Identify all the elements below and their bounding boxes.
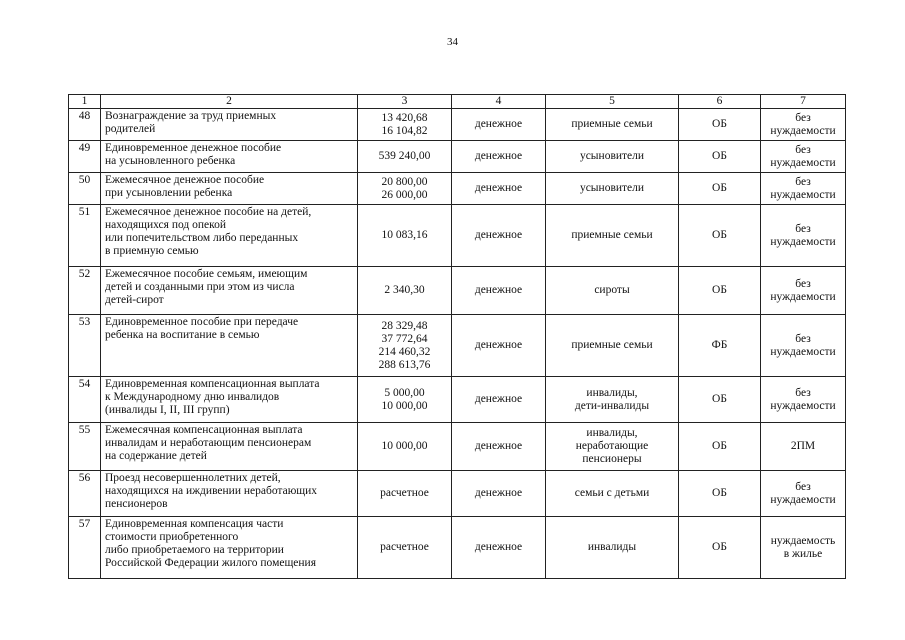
row-number: 53 <box>69 315 101 377</box>
recipient-line: приемные семьи <box>571 339 653 351</box>
row-number: 56 <box>69 471 101 517</box>
need-criterion <box>761 173 846 205</box>
criterion-line: нуждаемости <box>770 156 836 169</box>
benefit-type: денежное <box>452 471 546 517</box>
table-body <box>69 95 846 579</box>
row-number: 48 <box>69 109 101 141</box>
benefit-name <box>101 205 358 267</box>
row-number: 52 <box>69 267 101 315</box>
criterion-line: в жилье <box>783 547 823 560</box>
benefit-name <box>101 423 358 471</box>
row-number: 50 <box>69 173 101 205</box>
row-number: 55 <box>69 423 101 471</box>
recipient-line: сироты <box>594 284 630 296</box>
budget-source: ОБ <box>679 471 761 517</box>
recipient-category <box>546 423 679 471</box>
criterion-line: без <box>795 480 811 493</box>
recipient-category <box>546 471 679 517</box>
benefit-name-line: ребенка на воспитание в семью <box>105 329 260 341</box>
benefit-amount <box>358 109 452 141</box>
benefit-amount <box>358 141 452 173</box>
row-number: 54 <box>69 377 101 423</box>
amount-line: 16 104,82 <box>381 124 428 137</box>
table-row <box>69 267 846 315</box>
amount-line: 20 800,00 <box>381 175 428 188</box>
recipient-line: приемные семьи <box>571 118 653 130</box>
benefit-name <box>101 471 358 517</box>
amount-line: 28 329,48 <box>381 319 428 332</box>
criterion-line: нуждаемости <box>770 399 836 412</box>
budget-source: ОБ <box>679 377 761 423</box>
benefit-name <box>101 173 358 205</box>
need-criterion <box>761 315 846 377</box>
benefit-name <box>101 377 358 423</box>
amount-line: 214 460,32 <box>378 345 431 358</box>
row-number: 49 <box>69 141 101 173</box>
table-row <box>69 377 846 423</box>
criterion-line: без <box>795 332 811 345</box>
budget-source: ОБ <box>679 141 761 173</box>
need-criterion <box>761 471 846 517</box>
benefit-type: денежное <box>452 173 546 205</box>
need-criterion <box>761 377 846 423</box>
amount-line: расчетное <box>380 487 429 499</box>
recipient-category <box>546 267 679 315</box>
benefit-amount <box>358 377 452 423</box>
budget-source: ОБ <box>679 173 761 205</box>
recipient-line: семьи с детьми <box>574 487 650 499</box>
benefit-name-line: Ежемесячное пособие семьям, имеющим <box>105 268 308 280</box>
amount-line: 288 613,76 <box>378 358 431 371</box>
column-header: 3 <box>358 95 452 109</box>
row-number: 51 <box>69 205 101 267</box>
criterion-line: нуждаемости <box>770 290 836 303</box>
recipient-line: пенсионеры <box>582 453 642 465</box>
amount-line: 539 240,00 <box>378 150 431 162</box>
benefit-name-line: детей и созданными при этом из числа <box>105 281 295 293</box>
benefit-name-line: пенсионеров <box>105 498 168 510</box>
benefit-type: денежное <box>452 315 546 377</box>
recipient-line: неработающие <box>575 440 649 452</box>
benefit-amount <box>358 517 452 579</box>
recipient-category <box>546 109 679 141</box>
benefit-name-line: Единовременное пособие при передаче <box>105 316 299 328</box>
benefit-name-line: Вознаграждение за труд приемных <box>105 110 277 122</box>
benefit-name-line: находящихся на иждивении неработающих <box>105 485 318 497</box>
criterion-line: нуждаемости <box>770 493 836 506</box>
column-header: 5 <box>546 95 679 109</box>
benefit-amount <box>358 205 452 267</box>
amount-line: 5 000,00 <box>384 386 425 399</box>
benefit-amount <box>358 315 452 377</box>
amount-line: 26 000,00 <box>381 188 428 201</box>
criterion-line: без <box>795 386 811 399</box>
table-row <box>69 315 846 377</box>
recipient-line: инвалиды, <box>586 427 638 439</box>
benefit-amount <box>358 267 452 315</box>
table-row <box>69 205 846 267</box>
criterion-line: нуждаемости <box>770 235 836 248</box>
budget-source: ОБ <box>679 205 761 267</box>
benefit-name-line: на содержание детей <box>105 450 207 462</box>
benefit-name-line: на усыновленного ребенка <box>105 155 236 167</box>
benefit-name <box>101 267 358 315</box>
benefit-type: денежное <box>452 205 546 267</box>
table-row <box>69 471 846 517</box>
table-row <box>69 173 846 205</box>
benefit-name-line: детей-сирот <box>105 294 164 306</box>
column-header: 6 <box>679 95 761 109</box>
benefit-type: денежное <box>452 109 546 141</box>
benefit-name-line: при усыновлении ребенка <box>105 187 233 199</box>
recipient-line: приемные семьи <box>571 229 653 241</box>
benefit-name-line: Российской Федерации жилого помещения <box>105 557 317 569</box>
benefit-name-line: (инвалиды I, II, III групп) <box>105 404 230 416</box>
table-header-row <box>69 95 846 109</box>
criterion-line: нуждаемости <box>770 345 836 358</box>
recipient-category <box>546 205 679 267</box>
criterion-line: без <box>795 111 811 124</box>
recipient-line: усыновители <box>579 182 645 194</box>
need-criterion <box>761 267 846 315</box>
budget-source: ФБ <box>679 315 761 377</box>
recipient-line: дети-инвалиды <box>574 399 650 412</box>
benefit-name <box>101 315 358 377</box>
recipient-category <box>546 377 679 423</box>
benefit-name-line: родителей <box>105 123 156 135</box>
amount-line: 10 000,00 <box>381 399 428 412</box>
amount-line: 10 000,00 <box>381 440 428 452</box>
recipient-category <box>546 141 679 173</box>
table-row <box>69 141 846 173</box>
criterion-line: без <box>795 175 811 188</box>
benefit-name-line: стоимости приобретенного <box>105 531 239 543</box>
column-header: 7 <box>761 95 846 109</box>
amount-line: 10 083,16 <box>381 229 428 241</box>
benefit-name-line: или попечительством либо переданных <box>105 232 299 244</box>
criterion-line: без <box>795 143 811 156</box>
budget-source: ОБ <box>679 109 761 141</box>
benefit-name <box>101 109 358 141</box>
benefit-type: денежное <box>452 141 546 173</box>
benefit-type: денежное <box>452 423 546 471</box>
benefit-amount <box>358 173 452 205</box>
need-criterion <box>761 423 846 471</box>
benefit-name-line: Ежемесячная компенсационная выплата <box>105 424 303 436</box>
benefit-name <box>101 517 358 579</box>
benefit-name-line: Единовременное денежное пособие <box>105 142 282 154</box>
amount-line: расчетное <box>380 541 429 553</box>
benefit-name-line: находящихся под опекой <box>105 219 227 231</box>
benefit-name-line: в приемную семью <box>105 245 199 257</box>
benefit-amount <box>358 423 452 471</box>
benefit-name-line: либо приобретаемого на территории <box>105 544 284 556</box>
need-criterion <box>761 141 846 173</box>
benefit-name-line: Проезд несовершеннолетних детей, <box>105 472 281 484</box>
benefit-type: денежное <box>452 267 546 315</box>
amount-line: 13 420,68 <box>381 111 428 124</box>
criterion-line: нуждаемость <box>770 534 836 547</box>
need-criterion <box>761 205 846 267</box>
benefit-type: денежное <box>452 377 546 423</box>
amount-line: 2 340,30 <box>384 284 425 296</box>
criterion-line: без <box>795 277 811 290</box>
criterion-line: нуждаемости <box>770 188 836 201</box>
recipient-line: инвалиды, <box>586 386 638 399</box>
column-header: 4 <box>452 95 546 109</box>
benefit-name-line: Ежемесячное денежное пособие на детей, <box>105 206 312 218</box>
table-row <box>69 517 846 579</box>
benefit-name <box>101 141 358 173</box>
row-number: 57 <box>69 517 101 579</box>
criterion-line: без <box>795 222 811 235</box>
benefits-table <box>68 94 846 579</box>
amount-line: 37 772,64 <box>381 332 428 345</box>
recipient-category <box>546 173 679 205</box>
recipient-category <box>546 315 679 377</box>
budget-source: ОБ <box>679 423 761 471</box>
table-row <box>69 109 846 141</box>
need-criterion <box>761 109 846 141</box>
table-row <box>69 423 846 471</box>
recipient-line: инвалиды <box>587 541 637 553</box>
page-number: 34 <box>447 36 458 48</box>
need-criterion <box>761 517 846 579</box>
benefit-name-line: Единовременная компенсационная выплата <box>105 378 320 390</box>
recipient-category <box>546 517 679 579</box>
benefit-type: денежное <box>452 517 546 579</box>
benefit-name-line: к Международному дню инвалидов <box>105 391 280 403</box>
benefit-name-line: Ежемесячное денежное пособие <box>105 174 265 186</box>
recipient-line: усыновители <box>579 150 645 162</box>
criterion-line: нуждаемости <box>770 124 836 137</box>
benefit-name-line: инвалидам и неработающим пенсионерам <box>105 437 312 449</box>
column-header: 1 <box>69 95 101 109</box>
benefit-amount <box>358 471 452 517</box>
budget-source: ОБ <box>679 267 761 315</box>
benefit-name-line: Единовременная компенсация части <box>105 518 284 530</box>
criterion-line: 2ПМ <box>790 440 816 452</box>
budget-source: ОБ <box>679 517 761 579</box>
column-header: 2 <box>101 95 358 109</box>
